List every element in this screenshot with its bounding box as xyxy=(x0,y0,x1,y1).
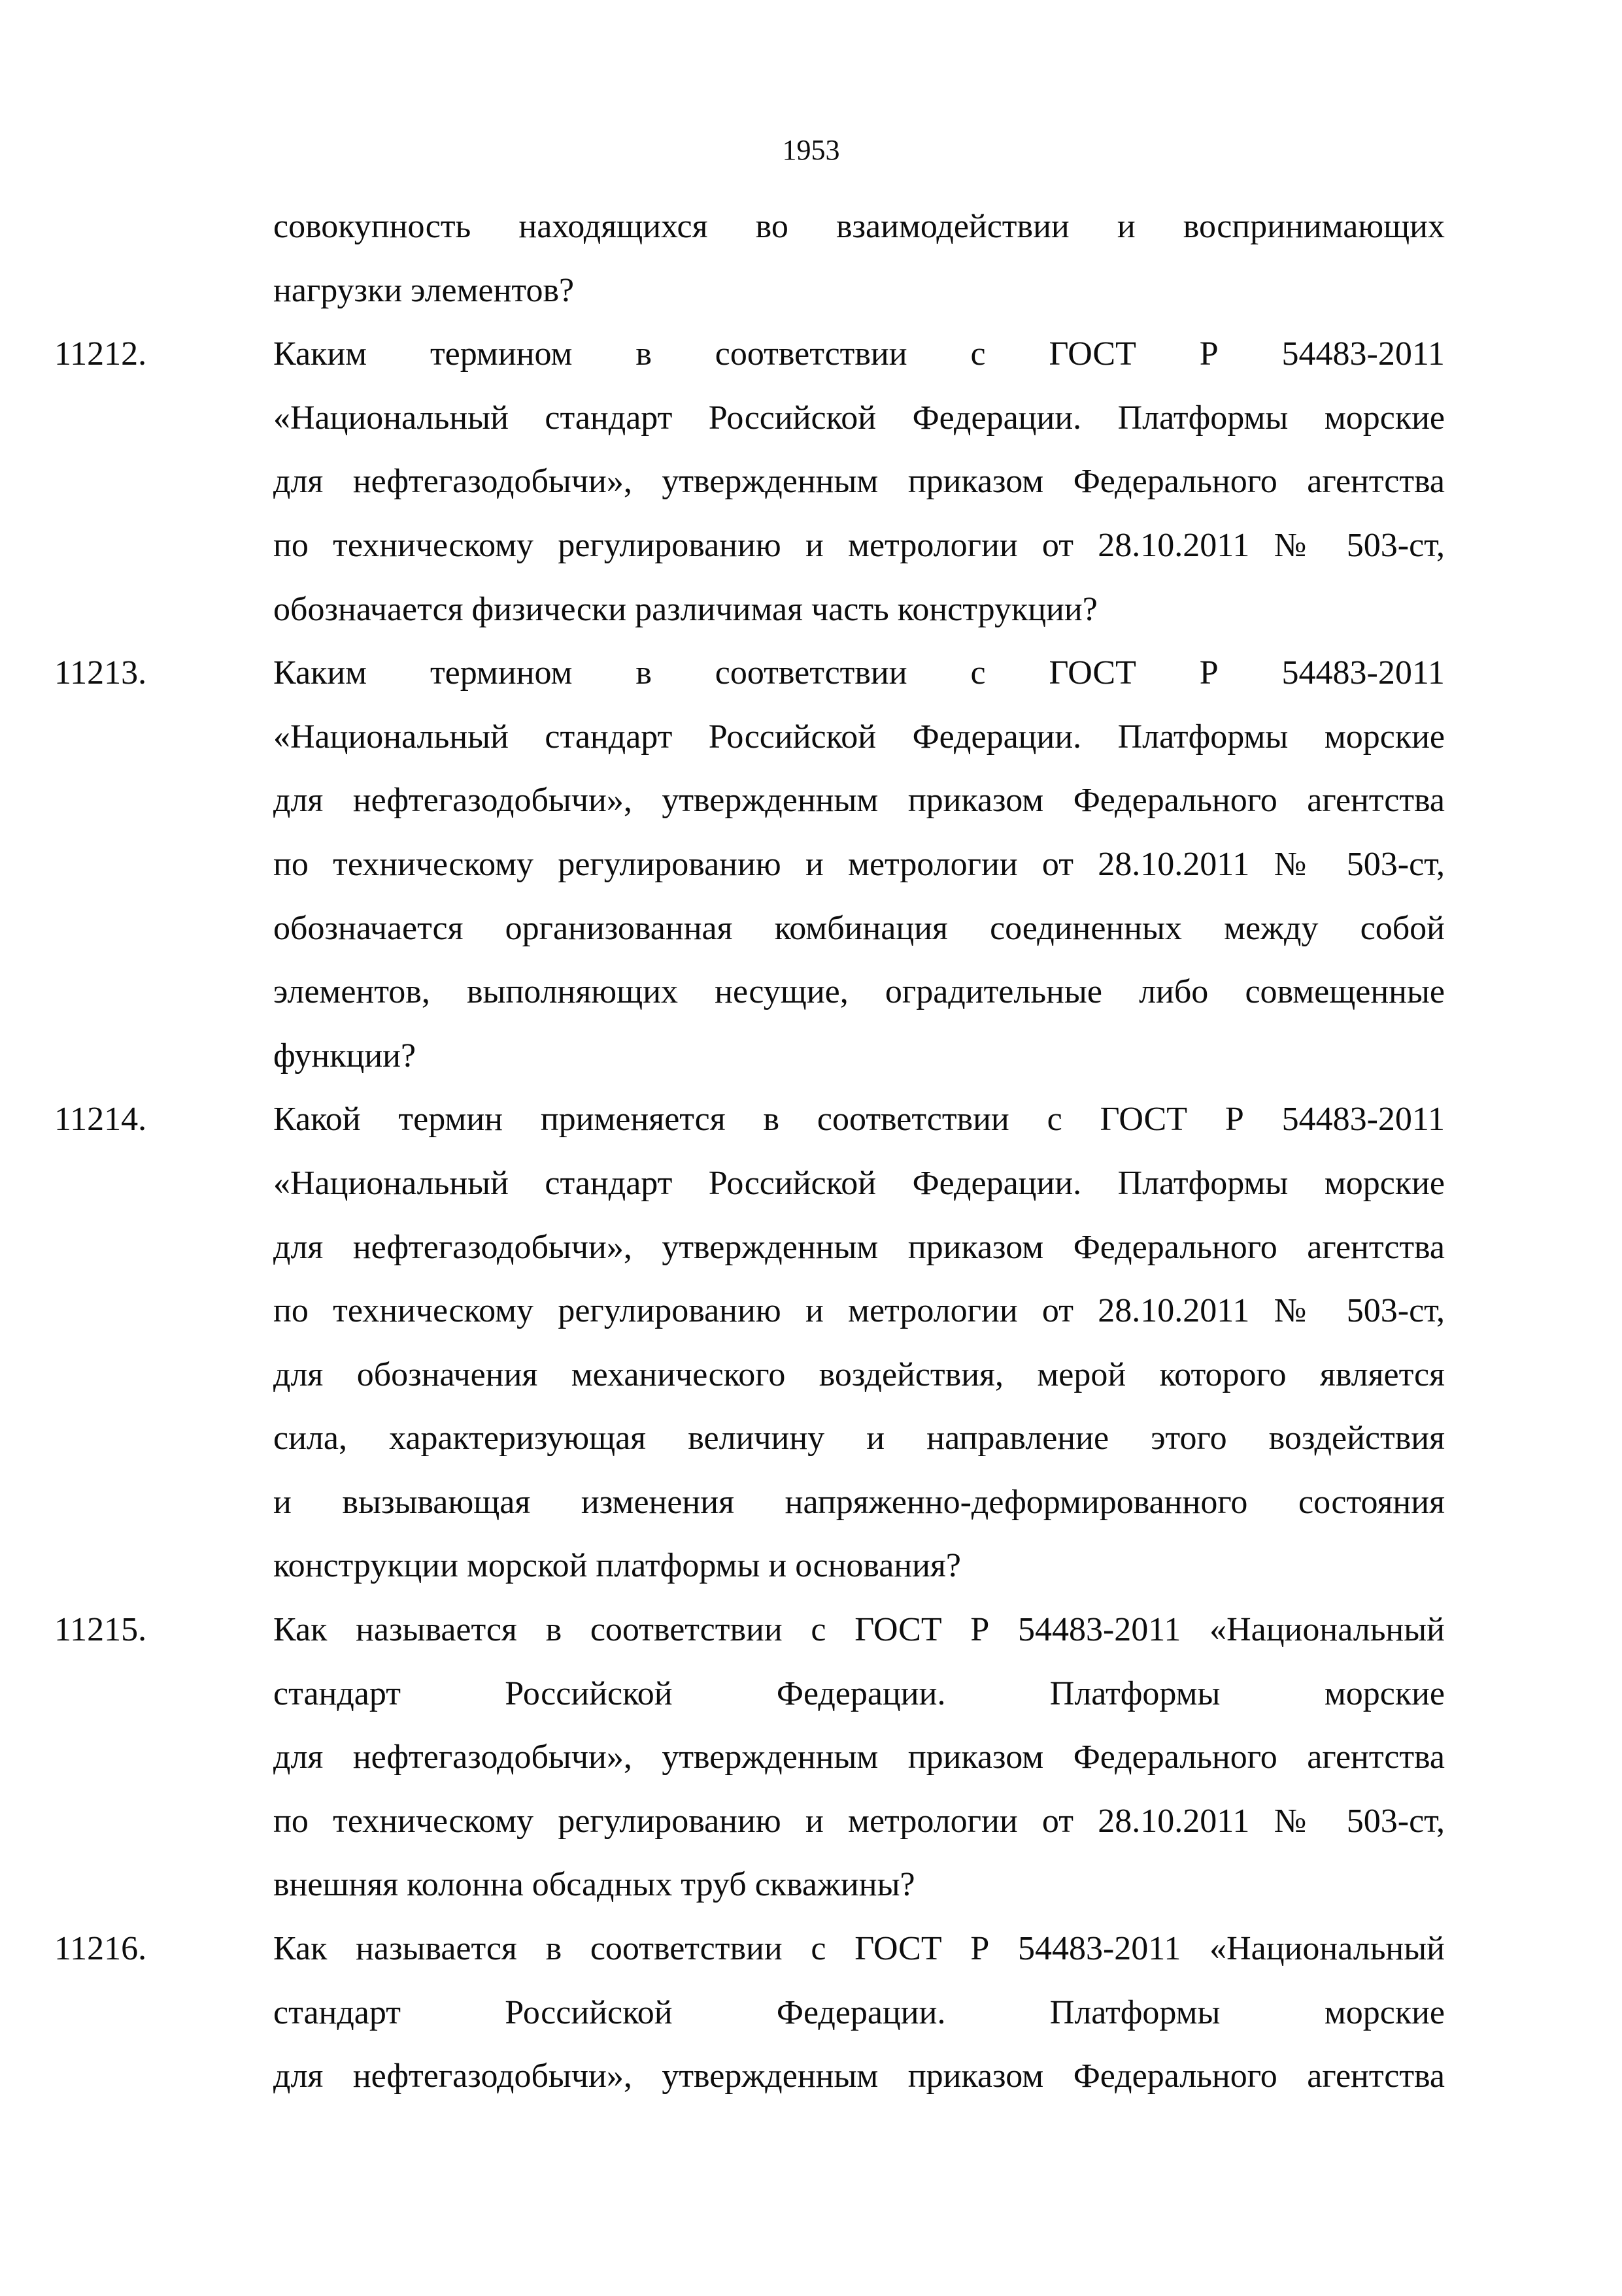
text-line xyxy=(273,322,1445,386)
document-body xyxy=(54,195,1445,2108)
word: Р xyxy=(1199,654,1219,692)
text-line: обозначается организованная комбинация соединенных между собой xyxy=(273,909,1445,947)
text-line: Как называется в соответствии с ГОСТ Р 54483-2011 «Национальный xyxy=(273,1930,1445,1968)
word: Платформы xyxy=(1049,1993,1221,2031)
word: Р xyxy=(1199,335,1219,373)
text-line: для нефтегазодобычи», утвержденным приказом Федерального агентства xyxy=(273,1228,1445,1266)
text-line: функции? xyxy=(273,1037,416,1074)
word: стандарт xyxy=(273,1993,401,2031)
word: Федерации. xyxy=(776,1993,946,2031)
word: в xyxy=(635,654,652,692)
text-line: по техническому регулированию и метрологии от 28.10.2011 № 503-ст, xyxy=(273,1292,1445,1330)
word: ГОСТ xyxy=(1049,654,1136,692)
text-line xyxy=(273,1981,1445,2045)
word: соответствии xyxy=(715,654,907,692)
text-line: «Национальный стандарт Российской Федерации. Платформы морские xyxy=(273,718,1445,756)
text-line xyxy=(273,1662,1445,1726)
text-line: и вызывающая изменения напряженно-деформированного состояния xyxy=(273,1483,1445,1521)
text-line: по техническому регулированию и метрологии от 28.10.2011 № 503-ст, xyxy=(273,1802,1445,1840)
text-line: элементов, выполняющих несущие, оградительные либо совмещенные xyxy=(273,973,1445,1011)
question-number: 11216. xyxy=(54,1930,147,1968)
text-line: для нефтегазодобычи», утвержденным приказом Федерального агентства xyxy=(273,1739,1445,1776)
word: Каким xyxy=(273,654,367,692)
question-11215 xyxy=(54,1598,1445,1917)
intro-paragraph xyxy=(273,195,1445,322)
text-line: конструкции морской платформы и основания? xyxy=(273,1547,962,1585)
question-11214 xyxy=(54,1088,1445,1598)
word: 54483-2011 xyxy=(1281,335,1445,373)
question-11213 xyxy=(54,641,1445,1088)
text-line: нагрузки элементов? xyxy=(273,271,575,309)
word: с xyxy=(970,335,986,373)
word: Федерации. xyxy=(776,1674,946,1712)
word: в xyxy=(635,335,652,373)
question-number: 11213. xyxy=(54,654,147,692)
text-line: совокупность находящихся во взаимодействии и воспринимающих xyxy=(273,208,1445,245)
word: морские xyxy=(1324,1993,1445,2031)
text-line: для нефтегазодобычи», утвержденным приказом Федерального агентства xyxy=(273,2057,1445,2095)
text-line: для нефтегазодобычи», утвержденным приказом Федерального агентства xyxy=(273,463,1445,501)
word: Российской xyxy=(505,1993,673,2031)
word: соответствии xyxy=(715,335,907,373)
word: Каким xyxy=(273,335,367,373)
text-line: для обозначения механического воздействия, мерой которого является xyxy=(273,1356,1445,1393)
text-line: «Национальный стандарт Российской Федерации. Платформы морские xyxy=(273,399,1445,437)
text-line xyxy=(273,641,1445,705)
text-line: для нефтегазодобычи», утвержденным приказом Федерального агентства xyxy=(273,782,1445,820)
word: с xyxy=(970,654,986,692)
question-number: 11214. xyxy=(54,1101,147,1139)
text-line: по техническому регулированию и метрологии от 28.10.2011 № 503-ст, xyxy=(273,526,1445,564)
question-number: 11212. xyxy=(54,335,147,373)
word: термином xyxy=(430,654,573,692)
text-line: Какой термин применяется в соответствии с ГОСТ Р 54483-2011 xyxy=(273,1101,1445,1139)
text-line: внешняя колонна обсадных труб скважины? xyxy=(273,1866,915,1904)
word: Платформы xyxy=(1049,1674,1221,1712)
question-11212 xyxy=(54,322,1445,641)
text-line: по техническому регулированию и метрологии от 28.10.2011 № 503-ст, xyxy=(273,845,1445,883)
word: Российской xyxy=(505,1674,673,1712)
question-number: 11215. xyxy=(54,1611,147,1649)
text-line: обозначается физически различимая часть конструкции? xyxy=(273,590,1098,628)
question-11216 xyxy=(54,1917,1445,2108)
word: термином xyxy=(430,335,573,373)
word: стандарт xyxy=(273,1674,401,1712)
word: 54483-2011 xyxy=(1281,654,1445,692)
text-line: Как называется в соответствии с ГОСТ Р 54483-2011 «Национальный xyxy=(273,1611,1445,1649)
text-line: «Национальный стандарт Российской Федерации. Платформы морские xyxy=(273,1164,1445,1202)
page-number: 1953 xyxy=(782,134,840,166)
text-line: сила, характеризующая величину и направление этого воздействия xyxy=(273,1420,1445,1457)
word: ГОСТ xyxy=(1049,335,1136,373)
word: морские xyxy=(1324,1674,1445,1712)
